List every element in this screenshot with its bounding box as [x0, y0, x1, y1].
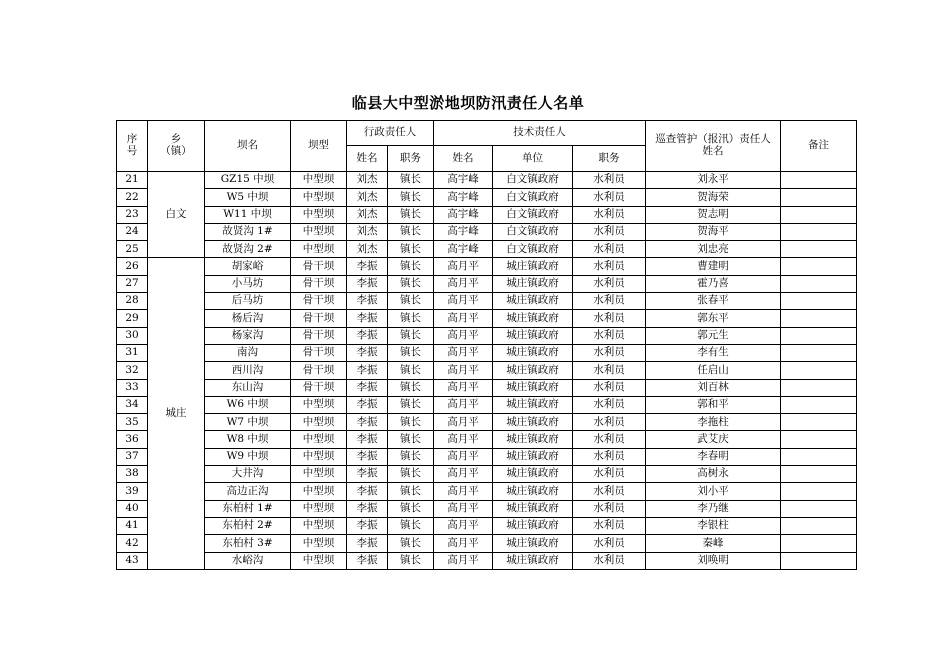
cell-dam-name: W11 中坝: [205, 206, 291, 223]
cell-remark: [781, 293, 857, 310]
header-admin-name: 姓名: [347, 146, 388, 172]
cell-patrol-name: 刘忠亮: [646, 241, 781, 258]
cell-tech-post: 水利员: [573, 223, 646, 240]
cell-admin-post: 镇长: [388, 483, 434, 500]
cell-dam-type: 中型坝: [291, 535, 347, 552]
table-row: [117, 362, 857, 379]
cell-seq: 34: [117, 396, 148, 413]
cell-dam-type: 骨干坝: [291, 293, 347, 310]
cell-tech-name: 高月平: [434, 483, 493, 500]
table-row: [117, 552, 857, 569]
cell-seq: 38: [117, 466, 148, 483]
cell-seq: 30: [117, 327, 148, 344]
cell-patrol-name: 任启山: [646, 362, 781, 379]
header-tech-name: 姓名: [434, 146, 493, 172]
cell-tech-unit: 城庄镇政府: [493, 431, 573, 448]
cell-seq: 22: [117, 189, 148, 206]
table-row: [117, 206, 857, 223]
cell-admin-name: 李振: [347, 414, 388, 431]
table-row: [117, 310, 857, 327]
cell-tech-name: 高月平: [434, 293, 493, 310]
cell-dam-type: 中型坝: [291, 223, 347, 240]
cell-remark: [781, 241, 857, 258]
cell-tech-name: 高月平: [434, 535, 493, 552]
cell-remark: [781, 552, 857, 569]
table-row: [117, 500, 857, 517]
cell-tech-post: 水利员: [573, 172, 646, 189]
cell-dam-name: 杨家沟: [205, 327, 291, 344]
cell-patrol-name: 郭东平: [646, 310, 781, 327]
cell-dam-name: 故贤沟 2#: [205, 241, 291, 258]
cell-admin-name: 李振: [347, 466, 388, 483]
cell-admin-name: 刘杰: [347, 189, 388, 206]
cell-dam-type: 中型坝: [291, 466, 347, 483]
cell-patrol-name: 秦峰: [646, 535, 781, 552]
cell-admin-name: 刘杰: [347, 241, 388, 258]
cell-dam-name: 胡家峪: [205, 258, 291, 275]
table-row: [117, 223, 857, 240]
cell-tech-post: 水利员: [573, 414, 646, 431]
cell-seq: 26: [117, 258, 148, 275]
cell-patrol-name: 李拖柱: [646, 414, 781, 431]
cell-tech-unit: 城庄镇政府: [493, 448, 573, 465]
cell-seq: 24: [117, 223, 148, 240]
cell-tech-post: 水利员: [573, 327, 646, 344]
table-row: [117, 517, 857, 534]
cell-tech-post: 水利员: [573, 344, 646, 361]
cell-dam-name: 东柏村 3#: [205, 535, 291, 552]
cell-patrol-name: 刘永平: [646, 172, 781, 189]
cell-tech-unit: 城庄镇政府: [493, 344, 573, 361]
cell-seq: 36: [117, 431, 148, 448]
cell-dam-type: 中型坝: [291, 241, 347, 258]
cell-remark: [781, 275, 857, 292]
cell-seq: 23: [117, 206, 148, 223]
cell-seq: 40: [117, 500, 148, 517]
cell-tech-post: 水利员: [573, 362, 646, 379]
cell-admin-name: 李振: [347, 327, 388, 344]
cell-dam-type: 骨干坝: [291, 327, 347, 344]
cell-tech-name: 高月平: [434, 344, 493, 361]
cell-tech-name: 高宇峰: [434, 241, 493, 258]
cell-patrol-name: 贺志明: [646, 206, 781, 223]
header-patrol-responsible: 巡查管护（报汛）责任人 姓名: [646, 121, 781, 172]
cell-admin-post: 镇长: [388, 431, 434, 448]
cell-patrol-name: 霍乃喜: [646, 275, 781, 292]
cell-tech-name: 高月平: [434, 327, 493, 344]
cell-tech-unit: 城庄镇政府: [493, 396, 573, 413]
cell-seq: 35: [117, 414, 148, 431]
cell-tech-name: 高月平: [434, 258, 493, 275]
cell-seq: 37: [117, 448, 148, 465]
table-row: [117, 327, 857, 344]
cell-remark: [781, 431, 857, 448]
cell-tech-unit: 城庄镇政府: [493, 293, 573, 310]
cell-admin-name: 李振: [347, 275, 388, 292]
cell-admin-name: 李振: [347, 344, 388, 361]
cell-remark: [781, 396, 857, 413]
cell-tech-post: 水利员: [573, 517, 646, 534]
cell-patrol-name: 李春明: [646, 448, 781, 465]
cell-tech-name: 高宇峰: [434, 172, 493, 189]
cell-admin-post: 镇长: [388, 448, 434, 465]
table-row: [117, 344, 857, 361]
cell-admin-post: 镇长: [388, 362, 434, 379]
cell-patrol-name: 贺海荣: [646, 189, 781, 206]
cell-tech-unit: 城庄镇政府: [493, 362, 573, 379]
cell-dam-name: 东柏村 2#: [205, 517, 291, 534]
cell-tech-post: 水利员: [573, 275, 646, 292]
cell-admin-post: 镇长: [388, 172, 434, 189]
table-row: [117, 483, 857, 500]
cell-seq: 41: [117, 517, 148, 534]
cell-seq: 21: [117, 172, 148, 189]
cell-tech-name: 高月平: [434, 448, 493, 465]
cell-dam-name: 后马坊: [205, 293, 291, 310]
cell-remark: [781, 172, 857, 189]
cell-admin-post: 镇长: [388, 258, 434, 275]
cell-tech-post: 水利员: [573, 448, 646, 465]
cell-admin-post: 镇长: [388, 535, 434, 552]
cell-remark: [781, 258, 857, 275]
table-row: [117, 189, 857, 206]
cell-tech-name: 高宇峰: [434, 223, 493, 240]
cell-dam-name: 高边正沟: [205, 483, 291, 500]
header-township: 乡 （镇）: [148, 121, 205, 172]
cell-dam-type: 中型坝: [291, 431, 347, 448]
cell-admin-name: 刘杰: [347, 206, 388, 223]
cell-dam-name: W9 中坝: [205, 448, 291, 465]
cell-dam-name: 杨后沟: [205, 310, 291, 327]
cell-tech-post: 水利员: [573, 293, 646, 310]
cell-seq: 39: [117, 483, 148, 500]
cell-tech-post: 水利员: [573, 431, 646, 448]
cell-admin-name: 李振: [347, 500, 388, 517]
cell-admin-post: 镇长: [388, 414, 434, 431]
cell-remark: [781, 379, 857, 396]
header-tech-responsible: 技术责任人: [434, 121, 646, 146]
cell-tech-name: 高月平: [434, 275, 493, 292]
cell-tech-name: 高月平: [434, 500, 493, 517]
responsibility-table: [116, 120, 857, 570]
cell-tech-unit: 城庄镇政府: [493, 517, 573, 534]
cell-dam-name: 南沟: [205, 344, 291, 361]
cell-patrol-name: 郭元生: [646, 327, 781, 344]
cell-tech-unit: 城庄镇政府: [493, 466, 573, 483]
cell-patrol-name: 张春平: [646, 293, 781, 310]
cell-tech-name: 高月平: [434, 517, 493, 534]
cell-remark: [781, 362, 857, 379]
cell-remark: [781, 206, 857, 223]
cell-dam-name: W6 中坝: [205, 396, 291, 413]
cell-admin-post: 镇长: [388, 189, 434, 206]
cell-dam-name: 水峪沟: [205, 552, 291, 569]
cell-seq: 33: [117, 379, 148, 396]
cell-tech-post: 水利员: [573, 310, 646, 327]
cell-tech-name: 高宇峰: [434, 206, 493, 223]
cell-admin-post: 镇长: [388, 241, 434, 258]
cell-tech-post: 水利员: [573, 206, 646, 223]
cell-remark: [781, 517, 857, 534]
cell-admin-post: 镇长: [388, 466, 434, 483]
table-row: [117, 396, 857, 413]
cell-admin-post: 镇长: [388, 344, 434, 361]
cell-dam-type: 中型坝: [291, 483, 347, 500]
cell-tech-name: 高月平: [434, 466, 493, 483]
cell-patrol-name: 李有生: [646, 344, 781, 361]
cell-dam-name: 故贤沟 1#: [205, 223, 291, 240]
cell-seq: 31: [117, 344, 148, 361]
cell-tech-name: 高月平: [434, 379, 493, 396]
cell-admin-post: 镇长: [388, 206, 434, 223]
table-row: [117, 431, 857, 448]
cell-admin-name: 李振: [347, 431, 388, 448]
cell-dam-type: 中型坝: [291, 500, 347, 517]
cell-admin-name: 李振: [347, 258, 388, 275]
table-row: [117, 448, 857, 465]
cell-patrol-name: 曹建明: [646, 258, 781, 275]
cell-seq: 27: [117, 275, 148, 292]
cell-tech-name: 高月平: [434, 396, 493, 413]
cell-remark: [781, 189, 857, 206]
table-row: [117, 293, 857, 310]
cell-tech-name: 高月平: [434, 414, 493, 431]
cell-admin-post: 镇长: [388, 379, 434, 396]
document-title: 临县大中型淤地坝防汛责任人名单: [351, 94, 585, 112]
header-dam-name: 坝名: [205, 121, 291, 172]
cell-tech-name: 高宇峰: [434, 189, 493, 206]
cell-tech-unit: 城庄镇政府: [493, 535, 573, 552]
cell-patrol-name: 贺海平: [646, 223, 781, 240]
cell-admin-post: 镇长: [388, 327, 434, 344]
cell-tech-name: 高月平: [434, 431, 493, 448]
table-row: [117, 466, 857, 483]
table-row: [117, 535, 857, 552]
cell-tech-unit: 城庄镇政府: [493, 379, 573, 396]
cell-admin-post: 镇长: [388, 223, 434, 240]
cell-patrol-name: 李银柱: [646, 517, 781, 534]
cell-tech-name: 高月平: [434, 552, 493, 569]
cell-tech-post: 水利员: [573, 483, 646, 500]
cell-remark: [781, 483, 857, 500]
cell-tech-name: 高月平: [434, 310, 493, 327]
cell-dam-type: 中型坝: [291, 552, 347, 569]
cell-admin-name: 李振: [347, 535, 388, 552]
cell-remark: [781, 327, 857, 344]
header-tech-unit: 单位: [493, 146, 573, 172]
cell-tech-unit: 白文镇政府: [493, 206, 573, 223]
table-header: [117, 121, 857, 172]
cell-dam-name: 东柏村 1#: [205, 500, 291, 517]
cell-tech-unit: 城庄镇政府: [493, 483, 573, 500]
cell-patrol-name: 刘小平: [646, 483, 781, 500]
cell-admin-name: 李振: [347, 552, 388, 569]
cell-tech-unit: 城庄镇政府: [493, 414, 573, 431]
cell-dam-name: W7 中坝: [205, 414, 291, 431]
cell-admin-name: 李振: [347, 396, 388, 413]
cell-admin-post: 镇长: [388, 500, 434, 517]
cell-seq: 29: [117, 310, 148, 327]
cell-dam-type: 中型坝: [291, 414, 347, 431]
cell-tech-post: 水利员: [573, 258, 646, 275]
cell-remark: [781, 223, 857, 240]
cell-seq: 28: [117, 293, 148, 310]
cell-patrol-name: 高树永: [646, 466, 781, 483]
cell-tech-unit: 白文镇政府: [493, 241, 573, 258]
header-seq: 序 号: [117, 121, 148, 172]
cell-admin-name: 刘杰: [347, 172, 388, 189]
cell-admin-name: 李振: [347, 310, 388, 327]
cell-dam-name: W8 中坝: [205, 431, 291, 448]
cell-admin-name: 刘杰: [347, 223, 388, 240]
cell-admin-post: 镇长: [388, 275, 434, 292]
cell-tech-post: 水利员: [573, 535, 646, 552]
cell-admin-post: 镇长: [388, 552, 434, 569]
cell-dam-type: 骨干坝: [291, 275, 347, 292]
cell-remark: [781, 414, 857, 431]
cell-admin-name: 李振: [347, 293, 388, 310]
cell-admin-post: 镇长: [388, 293, 434, 310]
cell-tech-unit: 白文镇政府: [493, 172, 573, 189]
cell-dam-type: 中型坝: [291, 517, 347, 534]
cell-patrol-name: 武艾庆: [646, 431, 781, 448]
header-admin-responsible: 行政责任人: [347, 121, 434, 146]
cell-admin-name: 李振: [347, 448, 388, 465]
table-row: [117, 241, 857, 258]
cell-patrol-name: 刘唤明: [646, 552, 781, 569]
cell-township: 白文: [148, 172, 205, 258]
header-admin-post: 职务: [388, 146, 434, 172]
cell-dam-name: W5 中坝: [205, 189, 291, 206]
table-body: [117, 172, 857, 570]
cell-seq: 42: [117, 535, 148, 552]
cell-dam-name: 大井沟: [205, 466, 291, 483]
cell-seq: 32: [117, 362, 148, 379]
cell-tech-post: 水利员: [573, 552, 646, 569]
table-row: [117, 414, 857, 431]
cell-admin-post: 镇长: [388, 310, 434, 327]
cell-tech-post: 水利员: [573, 379, 646, 396]
cell-admin-name: 李振: [347, 379, 388, 396]
cell-patrol-name: 刘百林: [646, 379, 781, 396]
cell-dam-name: 小马坊: [205, 275, 291, 292]
cell-dam-name: GZ15 中坝: [205, 172, 291, 189]
cell-tech-unit: 城庄镇政府: [493, 552, 573, 569]
table-row: [117, 258, 857, 275]
cell-tech-name: 高月平: [434, 362, 493, 379]
header-dam-type: 坝型: [291, 121, 347, 172]
header-remark: 备注: [781, 121, 857, 172]
cell-township: 城庄: [148, 258, 205, 569]
cell-dam-name: 东山沟: [205, 379, 291, 396]
cell-remark: [781, 500, 857, 517]
cell-dam-type: 中型坝: [291, 396, 347, 413]
cell-remark: [781, 466, 857, 483]
cell-dam-type: 中型坝: [291, 189, 347, 206]
cell-remark: [781, 535, 857, 552]
cell-seq: 25: [117, 241, 148, 258]
header-tech-post: 职务: [573, 146, 646, 172]
cell-dam-type: 骨干坝: [291, 379, 347, 396]
cell-tech-unit: 城庄镇政府: [493, 500, 573, 517]
cell-tech-post: 水利员: [573, 466, 646, 483]
cell-tech-post: 水利员: [573, 189, 646, 206]
table-row: [117, 172, 857, 189]
cell-tech-unit: 城庄镇政府: [493, 310, 573, 327]
cell-patrol-name: 郭和平: [646, 396, 781, 413]
cell-admin-name: 李振: [347, 362, 388, 379]
cell-dam-type: 骨干坝: [291, 344, 347, 361]
cell-admin-post: 镇长: [388, 517, 434, 534]
cell-dam-name: 西川沟: [205, 362, 291, 379]
cell-remark: [781, 344, 857, 361]
cell-tech-unit: 城庄镇政府: [493, 258, 573, 275]
cell-admin-name: 李振: [347, 517, 388, 534]
cell-tech-unit: 城庄镇政府: [493, 327, 573, 344]
table-row: [117, 379, 857, 396]
cell-dam-type: 中型坝: [291, 448, 347, 465]
cell-patrol-name: 李乃继: [646, 500, 781, 517]
cell-dam-type: 中型坝: [291, 172, 347, 189]
cell-tech-unit: 城庄镇政府: [493, 275, 573, 292]
cell-admin-post: 镇长: [388, 396, 434, 413]
cell-dam-type: 骨干坝: [291, 310, 347, 327]
cell-dam-type: 中型坝: [291, 206, 347, 223]
cell-tech-unit: 白文镇政府: [493, 223, 573, 240]
cell-tech-post: 水利员: [573, 396, 646, 413]
cell-tech-post: 水利员: [573, 241, 646, 258]
cell-remark: [781, 310, 857, 327]
cell-dam-type: 骨干坝: [291, 258, 347, 275]
cell-seq: 43: [117, 552, 148, 569]
cell-tech-post: 水利员: [573, 500, 646, 517]
cell-dam-type: 骨干坝: [291, 362, 347, 379]
table-row: [117, 275, 857, 292]
cell-remark: [781, 448, 857, 465]
cell-admin-name: 李振: [347, 483, 388, 500]
cell-tech-unit: 白文镇政府: [493, 189, 573, 206]
